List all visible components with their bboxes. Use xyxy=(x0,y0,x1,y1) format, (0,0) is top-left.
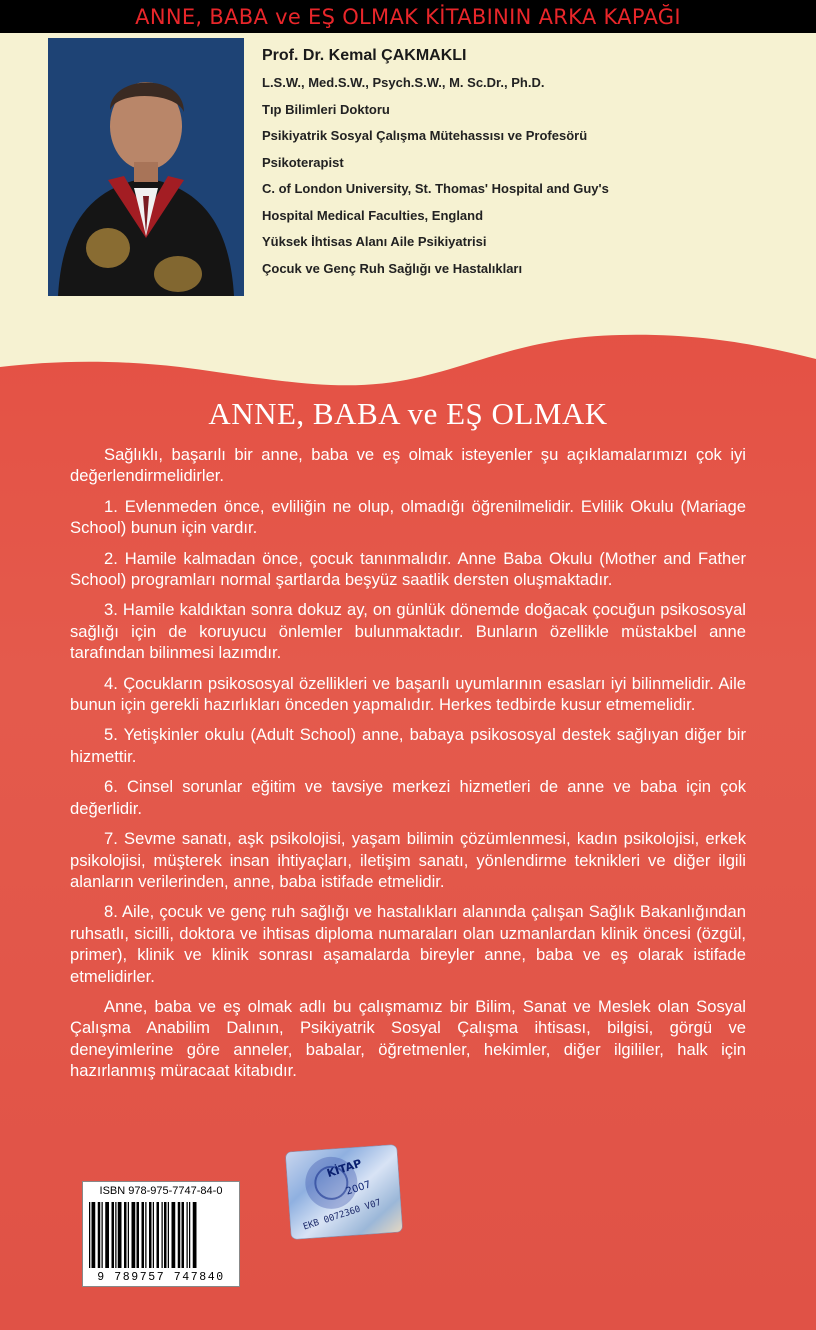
author-photo xyxy=(48,38,244,296)
paragraph: 5. Yetişkinler okulu (Adult School) anne, babaya psikososyal destek sağlıyan diğer bir hizmettir. xyxy=(70,725,746,766)
hologram-code: EKB 0072360 V07 xyxy=(302,1197,383,1233)
paragraph: 1. Evlenmeden önce, evliliğin ne olup, olmadığı öğrenilmelidir. Evlilik Okulu (Mariage School) bunun için vardır. xyxy=(70,496,746,538)
barcode-bar xyxy=(153,1202,154,1268)
hologram-sticker xyxy=(285,1144,403,1240)
paragraph: 8. Aile, çocuk ve genç ruh sağlığı ve hastalıkları alanında çalışan Sağlık Bakanlığından ruhsatlı, sicilli, doktora ve ihtisas diploma numaraları olan uzmanlardan klinik öncesi (özgül, primer), klinik ve klinik sonrası aşamalarda bireyler anne, baba ve eş olarak istifade etmelidirler. xyxy=(70,902,746,986)
barcode-bar xyxy=(162,1202,163,1268)
barcode-bar xyxy=(182,1202,185,1268)
author-credential: Psikoterapist xyxy=(262,154,344,170)
barcode-bar xyxy=(172,1202,176,1268)
paragraph: 4. Çocukların psikososyal özellikleri ve başarılı uyumlarının esasları iyi bilinmelidir. Aile bunun için gerekli hazırlıkları önceden yapmalıdır. Herkes tedbirde kusur etmemelidir. xyxy=(70,673,746,715)
barcode-digits: 9 789757 747840 xyxy=(97,1271,225,1284)
author-credential: L.S.W., Med.S.W., Psych.S.W., M. Sc.Dr., Ph.D. xyxy=(262,75,545,90)
barcode-bar xyxy=(98,1202,101,1268)
cover-banner: ANNE, BABA ve EŞ OLMAK KİTABININ ARKA KAPAĞI xyxy=(0,0,816,33)
barcode-bar xyxy=(118,1202,122,1268)
barcode-bar xyxy=(137,1202,140,1268)
author-name: Prof. Dr. Kemal ÇAKMAKLI xyxy=(262,47,467,64)
paragraph: 3. Hamile kaldıktan sonra dokuz ay, on günlük dönemde doğacak çocuğun psikososyal sağlığı için de koruyucu önlemler bulunmaktadır. Bunların özellikle müstakbel anne tarafından bilinmesi lazımdır. xyxy=(70,600,746,663)
book-title: ANNE, BABA ve EŞ OLMAK xyxy=(208,396,608,431)
author-credential: Çocuk ve Genç Ruh Sağlığı ve Hastalıkları xyxy=(262,260,523,276)
barcode-bar xyxy=(115,1202,116,1268)
hologram-year: 2007 xyxy=(344,1179,373,1198)
isbn-label: ISBN 978-975-7747-84-0 xyxy=(99,1185,223,1197)
barcode-bar xyxy=(193,1202,197,1268)
paragraph: Anne, baba ve eş olmak adlı bu çalışmamız bir Bilim, Sanat ve Meslek olan Sosyal Çalışma Anabilim Dalının, Psikiyatrik Sosyal Çalışma ihtisası, bilgisi, görgü ve deneyimlerine göre anneler, babalar, öğretmenler, hekimler, diğer ilgililer, halk için hazırlanmış müracaat kitabıdır. xyxy=(70,996,746,1081)
author-credential: Psikiyatrik Sosyal Çalışma Mütehassısı ve Profesörü xyxy=(262,128,588,143)
barcode-bar xyxy=(89,1202,90,1268)
barcode-bar xyxy=(128,1202,129,1268)
barcode-bar xyxy=(189,1202,190,1268)
description-body xyxy=(70,444,746,1091)
barcode-bar xyxy=(187,1202,188,1268)
barcode-bar xyxy=(92,1202,96,1268)
isbn-barcode-box xyxy=(82,1181,240,1287)
barcode-bar xyxy=(132,1202,136,1268)
barcode-bar xyxy=(124,1202,127,1268)
hologram-text: KİTAP xyxy=(325,1156,364,1181)
author-credential: C. of London University, St. Thomas' Hospital and Guy's xyxy=(262,181,609,196)
barcode-bar xyxy=(105,1202,109,1268)
barcode-bar xyxy=(149,1202,152,1268)
barcode-bar xyxy=(157,1202,160,1268)
barcode-bar xyxy=(178,1202,181,1268)
paragraph: 7. Sevme sanatı, aşk psikolojisi, yaşam bilimin çözümlenmesi, kadın psikolojisi, erkek psikolojisi, müşterek insan ihtiyaçları, iletişim sanatı, yönlendirme teknikleri ve diğer ilgili alanların verilerinden, anne, baba istifade etmelidir. xyxy=(70,829,746,891)
paragraph: Sağlıklı, başarılı bir anne, baba ve eş olmak isteyenler şu açıklamalarımızı çok iyi değerlendirmelidirler. xyxy=(70,445,746,486)
paragraph: 6. Cinsel sorunlar eğitim ve tavsiye merkezi hizmetleri de anne ve baba için çok değerlidir. xyxy=(70,777,746,818)
author-credential: Tıp Bilimleri Doktoru xyxy=(262,101,390,117)
barcode-bar xyxy=(145,1202,146,1268)
author-info xyxy=(262,46,609,286)
paragraph: 2. Hamile kalmadan önce, çocuk tanınmalıdır. Anne Baba Okulu (Mother and Father School) programları normal şartlarda beşyüz saatlik dersten oluşmaktadır. xyxy=(70,548,746,590)
barcode-bar xyxy=(142,1202,145,1268)
barcode-bar xyxy=(164,1202,167,1268)
barcode-bar xyxy=(102,1202,103,1268)
barcode-bar xyxy=(112,1202,115,1268)
barcode-icon xyxy=(87,1202,235,1268)
author-credential: Hospital Medical Faculties, England xyxy=(262,207,484,223)
barcode-bar xyxy=(168,1202,169,1268)
author-credential: Yüksek İhtisas Alanı Aile Psikiyatrisi xyxy=(262,234,487,249)
